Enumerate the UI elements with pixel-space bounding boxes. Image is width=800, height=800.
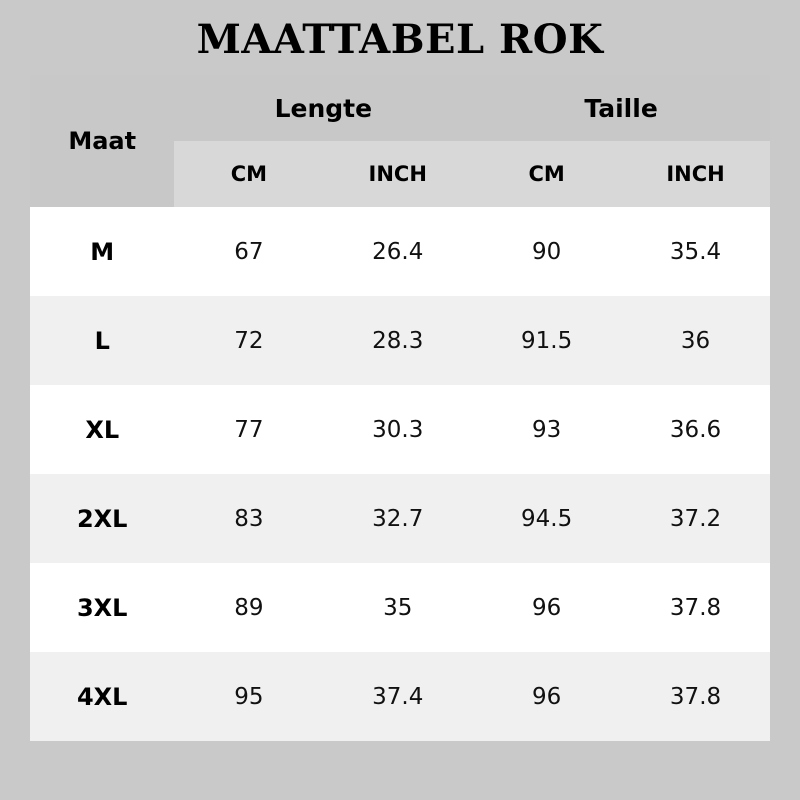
cell-size: XL bbox=[30, 385, 174, 474]
header-lengte-cm: CM bbox=[174, 141, 323, 207]
table-row bbox=[30, 652, 770, 741]
cell-taille-cm: 91.5 bbox=[472, 296, 621, 385]
cell-taille-inch: 36 bbox=[621, 296, 770, 385]
cell-taille-inch: 37.8 bbox=[621, 563, 770, 652]
cell-lengte-cm: 83 bbox=[174, 474, 323, 563]
cell-taille-cm: 93 bbox=[472, 385, 621, 474]
cell-taille-inch: 37.2 bbox=[621, 474, 770, 563]
cell-taille-inch: 36.6 bbox=[621, 385, 770, 474]
cell-lengte-inch: 35 bbox=[323, 563, 472, 652]
cell-taille-inch: 35.4 bbox=[621, 207, 770, 296]
cell-lengte-cm: 95 bbox=[174, 652, 323, 741]
table-row bbox=[30, 474, 770, 563]
cell-lengte-cm: 72 bbox=[174, 296, 323, 385]
cell-taille-inch: 37.8 bbox=[621, 652, 770, 741]
cell-size: M bbox=[30, 207, 174, 296]
cell-lengte-inch: 37.4 bbox=[323, 652, 472, 741]
cell-lengte-cm: 77 bbox=[174, 385, 323, 474]
header-taille-cm: CM bbox=[472, 141, 621, 207]
table-row bbox=[30, 207, 770, 296]
header-taille-inch: INCH bbox=[621, 141, 770, 207]
cell-lengte-cm: 89 bbox=[174, 563, 323, 652]
table-body bbox=[30, 207, 770, 741]
table-row bbox=[30, 296, 770, 385]
cell-size: L bbox=[30, 296, 174, 385]
cell-lengte-cm: 67 bbox=[174, 207, 323, 296]
table-row bbox=[30, 563, 770, 652]
table-header bbox=[30, 75, 770, 207]
cell-taille-cm: 96 bbox=[472, 652, 621, 741]
size-table bbox=[30, 75, 770, 741]
cell-taille-cm: 96 bbox=[472, 563, 621, 652]
cell-lengte-inch: 32.7 bbox=[323, 474, 472, 563]
cell-size: 4XL bbox=[30, 652, 174, 741]
cell-lengte-inch: 30.3 bbox=[323, 385, 472, 474]
size-table-container bbox=[30, 75, 770, 741]
cell-taille-cm: 90 bbox=[472, 207, 621, 296]
cell-lengte-inch: 28.3 bbox=[323, 296, 472, 385]
cell-lengte-inch: 26.4 bbox=[323, 207, 472, 296]
header-group-taille: Taille bbox=[472, 75, 770, 141]
table-row bbox=[30, 385, 770, 474]
header-maat: Maat bbox=[30, 75, 174, 207]
cell-taille-cm: 94.5 bbox=[472, 474, 621, 563]
header-group-lengte: Lengte bbox=[174, 75, 472, 141]
table-header-group-row bbox=[30, 75, 770, 141]
cell-size: 3XL bbox=[30, 563, 174, 652]
header-lengte-inch: INCH bbox=[323, 141, 472, 207]
page-title: MAATTABEL ROK bbox=[196, 16, 604, 63]
cell-size: 2XL bbox=[30, 474, 174, 563]
